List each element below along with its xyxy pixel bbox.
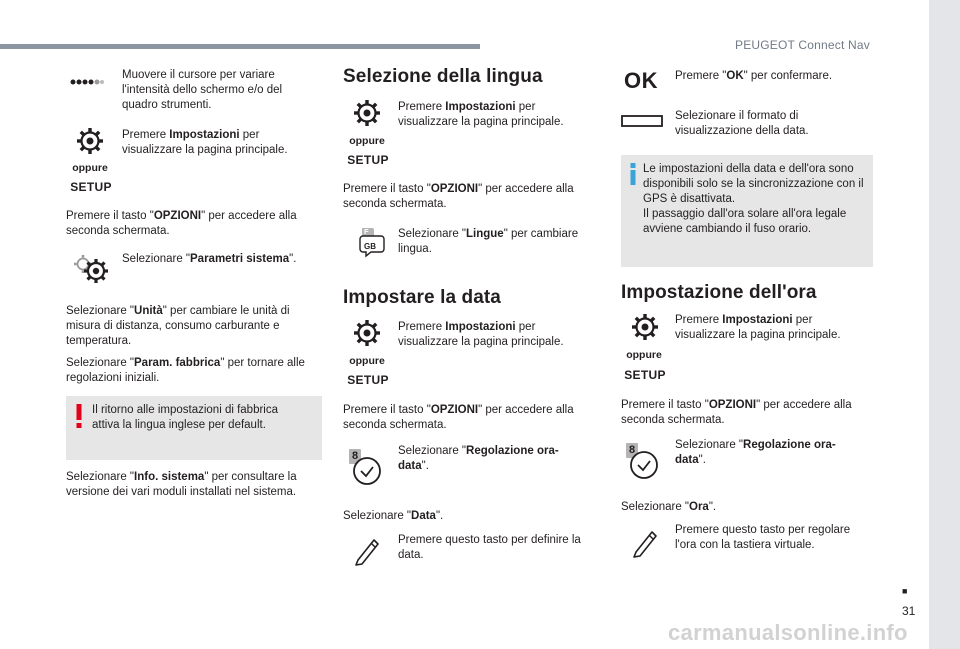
clock-8-label: 8 [352,450,359,462]
page-number: 31 [902,604,916,618]
oppure-label: oppure [349,135,385,147]
date-heading: Impostare la data [343,287,501,308]
system-settings-icon [72,253,110,285]
date-settings-text: Premere Impostazioni per visualizzare la pagina principale. [398,321,564,348]
setup-label: SETUP [70,180,112,194]
settings-gear-icon [76,127,104,155]
pencil-icon [630,526,660,558]
language-icon [350,224,386,258]
time-options-text: Premere il tasto "OPZIONI" per accedere alla seconda schermata. [621,399,852,426]
brightness-text: Muovere il cursore per variare l'intensità dello schermo e/o del quadro strumenti. [122,69,283,111]
watermark: carmanualsonline.info [668,620,908,645]
setup-label: SETUP [624,368,666,382]
lang-f-label: F [364,227,369,236]
system-info-text: Selezionare "Info. sistema" per consultare la versione dei vari moduli installati nel sistema. [66,471,297,498]
info-note-text: Le impostazioni della data e dell'ora sono disponibili solo se la sincronizzazione con il GPS è disattivata. Il passaggio dall'ora solare all'ora legale avviene cambiando il fuso orario. [643,163,864,235]
info-icon [629,163,637,185]
lang-gb-label: GB [364,242,376,251]
setup-label: SETUP [347,153,389,167]
date-format-text: Selezionare il formato di visualizzazione della data. [675,110,809,137]
time-date-text: Selezionare "Regolazione ora-data". [675,439,836,466]
set-time-text: Premere questo tasto per regolare l'ora con la tastiera virtuale. [675,524,851,551]
time-date-text: Selezionare "Regolazione ora-data". [398,445,559,472]
date-format-icon [621,115,663,127]
lang-settings-text: Premere Impostazioni per visualizzare la pagina principale. [398,101,564,128]
languages-text: Selezionare "Lingue" per cambiare lingua. [398,228,579,255]
header-title: PEUGEOT Connect Nav [735,38,870,52]
brightness-slider-icon [70,76,104,88]
select-date-text: Selezionare "Data". [343,510,444,522]
settings-gear-icon [353,319,381,347]
nav-square: ■ [902,586,908,596]
time-date-icon [348,449,382,487]
settings-text: Premere Impostazioni per visualizzare la pagina principale. [122,129,288,156]
oppure-label: oppure [72,162,108,174]
clock-8-label: 8 [629,444,636,456]
select-time-text: Selezionare "Ora". [621,501,717,513]
oppure-label: oppure [626,349,662,361]
header-bar [0,44,480,49]
units-text: Selezionare "Unità" per cambiare le unità di misura di distanza, consumo carburante e temperatura. [66,305,290,347]
right-sidebar [929,0,960,649]
time-settings-text: Premere Impostazioni per visualizzare la pagina principale. [675,314,841,341]
setup-label: SETUP [347,373,389,387]
options-text: Premere il tasto "OPZIONI" per accedere alla seconda schermata. [66,210,297,237]
factory-text: Selezionare "Param. fabbrica" per tornare alle regolazioni iniziali. [66,357,305,384]
time-heading: Impostazione dell'ora [621,282,817,303]
ok-icon: OK [624,68,658,93]
lang-options-text: Premere il tasto "OPZIONI" per accedere alla seconda schermata. [343,183,574,210]
date-options-text: Premere il tasto "OPZIONI" per accedere alla seconda schermata. [343,404,574,431]
warning-icon [75,404,83,428]
time-date-icon [625,443,659,481]
settings-gear-icon [353,99,381,127]
system-params-text: Selezionare "Parametri sistema". [122,253,297,265]
pencil-icon [352,534,382,566]
ok-text: Premere "OK" per confermare. [675,70,833,82]
warning-note-text: Il ritorno alle impostazioni di fabbrica attiva la lingua inglese per default. [92,404,279,431]
define-date-text: Premere questo tasto per definire la data. [398,534,581,561]
language-heading: Selezione della lingua [343,66,543,87]
oppure-label: oppure [349,355,385,367]
settings-gear-icon [631,313,659,341]
